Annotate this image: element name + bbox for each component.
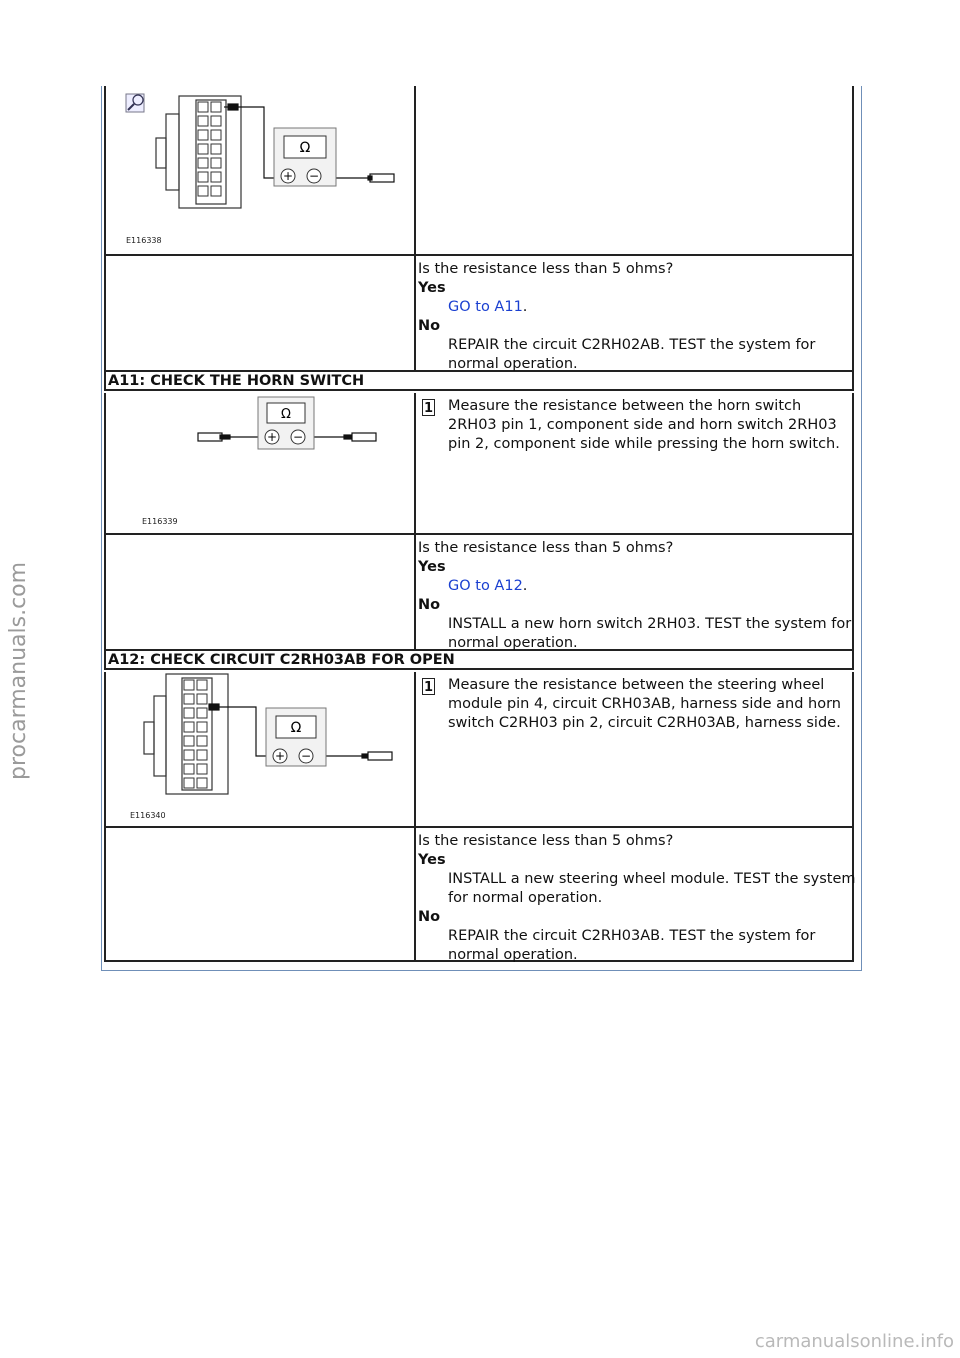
go-to-a11-link[interactable]: GO to A11 <box>448 299 523 315</box>
section-heading-a12: A12: CHECK CIRCUIT C2RH03AB FOR OPEN <box>104 651 854 670</box>
instruction-cell <box>414 672 854 826</box>
figure-code: E116340 <box>130 811 166 820</box>
no-answer: REPAIR the circuit C2RH02AB. TEST the system for normal operation. <box>448 337 816 372</box>
step-number-badge: 1 <box>423 401 434 416</box>
question-text: Is the resistance less than 5 ohms? <box>418 540 674 556</box>
question-text: Is the resistance less than 5 ohms? <box>418 833 674 849</box>
ohm-symbol: Ω <box>281 407 291 422</box>
minus-symbol: − <box>292 430 304 444</box>
figure-cell <box>104 393 416 533</box>
no-label: No <box>418 318 441 334</box>
yes-answer <box>418 298 858 317</box>
question-row-1 <box>104 256 854 372</box>
blank-cell <box>414 86 854 254</box>
figure-code: E116339 <box>142 517 178 526</box>
go-to-a12-link[interactable]: GO to A12 <box>448 578 523 594</box>
blank-cell <box>104 535 416 649</box>
yes-label: Yes <box>418 852 446 868</box>
question-text: Is the resistance less than 5 ohms? <box>418 261 674 277</box>
no-label: No <box>418 909 441 925</box>
zoom-icon[interactable] <box>126 94 144 112</box>
section-heading-a11: A11: CHECK THE HORN SWITCH <box>104 372 854 391</box>
question-row-3 <box>104 828 854 962</box>
yes-period: . <box>522 299 528 315</box>
plus-symbol: + <box>282 169 294 183</box>
step-instruction: Measure the resistance between the horn switch 2RH03 pin 1, component side and horn switch 2RH03 pin 2, component side while pressing the horn switch. <box>448 398 840 452</box>
answer-cell <box>414 256 854 370</box>
answer-cell <box>414 535 854 649</box>
connector-diagram-e116338 <box>106 86 410 252</box>
step-row-a11 <box>104 393 854 535</box>
connector-diagram-e116340 <box>106 672 410 824</box>
minus-symbol: − <box>300 749 312 763</box>
minus-symbol: − <box>308 169 320 183</box>
meter-diagram-e116339 <box>106 393 410 531</box>
ohm-symbol: Ω <box>299 140 311 156</box>
connector-body <box>144 674 228 794</box>
yes-label: Yes <box>418 280 446 296</box>
bottom-watermark: carmanualsonline.info <box>754 1331 954 1352</box>
step-instruction: Measure the resistance between the steering wheel module pin 4, circuit CRH03AB, harness side and horn switch C2RH03 pin 2, circuit C2RH03AB, harness side. <box>448 677 841 731</box>
connector-pins <box>198 102 221 196</box>
plus-symbol: + <box>266 430 278 444</box>
yes-label: Yes <box>418 559 446 575</box>
yes-answer <box>418 577 858 596</box>
ohm-symbol: Ω <box>290 720 302 736</box>
no-answer: INSTALL a new horn switch 2RH03. TEST the system for normal operation. <box>448 616 852 651</box>
no-label: No <box>418 597 441 613</box>
figure-code: E116338 <box>126 236 162 245</box>
figure-cell <box>104 672 416 826</box>
blank-cell <box>104 828 416 960</box>
answer-cell <box>414 828 856 963</box>
question-row-2 <box>104 535 854 651</box>
instruction-cell <box>414 393 854 533</box>
blank-cell <box>104 256 416 370</box>
step-row-a12 <box>104 672 854 828</box>
figure-cell <box>104 86 416 254</box>
figure-row-1 <box>104 86 854 256</box>
step-number-badge: 1 <box>423 680 434 695</box>
connector-pins <box>184 680 207 788</box>
yes-period: . <box>522 578 528 594</box>
plus-symbol: + <box>274 749 286 763</box>
side-watermark: procarmanuals.com <box>6 561 31 780</box>
no-answer: REPAIR the circuit C2RH03AB. TEST the system for normal operation. <box>448 928 816 963</box>
yes-answer: INSTALL a new steering wheel module. TEST the system for normal operation. <box>448 871 856 906</box>
